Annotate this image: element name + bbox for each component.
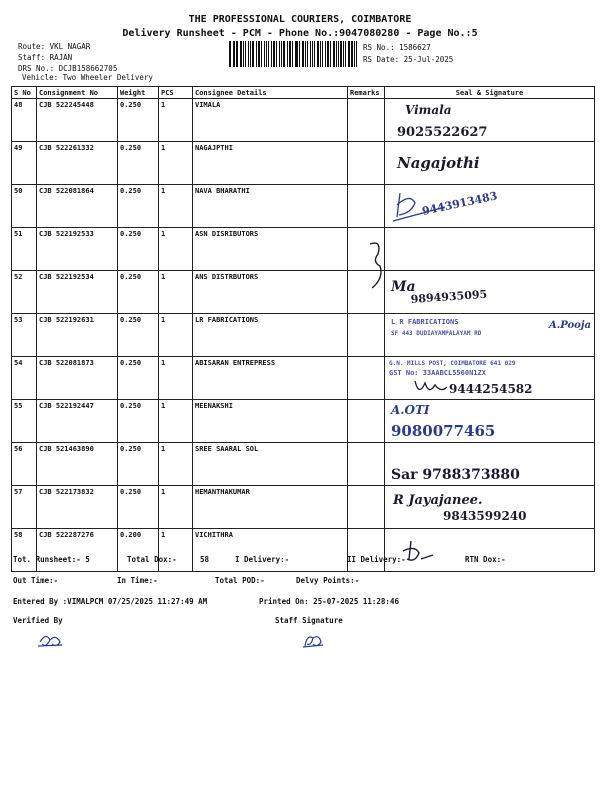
barcode-bar [356, 41, 357, 67]
barcode-bar [314, 41, 315, 67]
cell-consignee: LR FABRICATIONS [193, 314, 348, 357]
barcode-bar [348, 41, 350, 67]
entered-by: Entered By :VIMALPCM 07/25/2025 11:27:49 AM [13, 597, 208, 606]
col-consignment: Consignment No [37, 87, 118, 99]
barcode-bar [327, 41, 329, 67]
barcode-bar [256, 41, 257, 67]
cell-consignee: SREE SAARAL SOL [193, 443, 348, 486]
barcode-bar [252, 41, 254, 67]
stamp-line-1: L R FABRICATIONS [391, 318, 459, 326]
cell-weight: 0.250 [118, 99, 159, 142]
cell-consignment: CJB 522261332 [37, 142, 118, 185]
barcode-bar [351, 41, 353, 67]
col-sno: S No [12, 87, 37, 99]
cell-consignee: ASN DISRIBUTORS [193, 228, 348, 271]
signature-phone: 9894935095 [410, 287, 488, 306]
cell-consignment: CJB 522245448 [37, 99, 118, 142]
cell-signature [385, 357, 595, 400]
barcode-bar [273, 41, 275, 67]
cell-signature [385, 271, 595, 314]
cell-remarks [348, 443, 385, 486]
cell-signature [385, 314, 595, 357]
delvy-points: Delvy Points:- [296, 576, 360, 585]
barcode-bar [302, 41, 304, 67]
cell-pcs: 1 [159, 271, 193, 314]
signature-55 [385, 400, 595, 442]
barcode-bar [240, 41, 242, 67]
barcode-bar [245, 41, 246, 67]
barcode-bar [248, 41, 249, 67]
stamp-line-3: G.N. MILLS POST, COIMBATORE 641 029 [389, 360, 516, 367]
barcode-bar [287, 41, 288, 67]
cell-signature [385, 142, 595, 185]
cell-signature [385, 400, 595, 443]
cell-signature [385, 529, 595, 572]
table-header-row [12, 87, 595, 99]
cell-signature [385, 228, 595, 271]
signature-53 [385, 314, 595, 356]
cell-remarks [348, 99, 385, 142]
rs-date: RS Date: 25-Jul-2025 [363, 55, 454, 64]
barcode-bar [296, 41, 298, 67]
barcode-bar [317, 41, 319, 67]
barcode [229, 41, 358, 67]
signature-phone: 9080077465 [391, 422, 496, 440]
cell-consignment: CJB 522192447 [37, 400, 118, 443]
cell-weight: 0.250 [118, 443, 159, 486]
signature-text: Vimala [405, 103, 452, 117]
cell-remarks [348, 357, 385, 400]
cell-consignee: VICHITHRA [193, 529, 348, 572]
cell-pcs: 1 [159, 486, 193, 529]
signature-50 [385, 185, 595, 227]
signature-57 [385, 486, 595, 528]
cell-remarks [348, 400, 385, 443]
staff: Staff: RAJAN [18, 53, 73, 62]
barcode-bar [250, 41, 252, 67]
rtn-dox: RTN Dox:- [465, 555, 506, 564]
cell-weight: 0.250 [118, 142, 159, 185]
cell-consignment: CJB 522081873 [37, 357, 118, 400]
barcode-bar [266, 41, 268, 67]
cell-pcs: 1 [159, 529, 193, 572]
barcode-bar [234, 41, 235, 67]
table-row [12, 357, 595, 400]
cell-consignee: NAGAJPTHI [193, 142, 348, 185]
cell-sno: 53 [12, 314, 37, 357]
cell-signature [385, 486, 595, 529]
barcode-bar [338, 41, 339, 67]
cell-consignment: CJB 522192534 [37, 271, 118, 314]
col-weight: Weight [118, 87, 159, 99]
tot-runsheet: Tot. Runsheet:- 5 [13, 555, 90, 564]
route: Route: VKL NAGAR [18, 42, 91, 51]
cell-consignment: CJB 522081864 [37, 185, 118, 228]
cell-pcs: 1 [159, 142, 193, 185]
stamp-initial: A.Pooja [549, 320, 591, 331]
table-row [12, 142, 595, 185]
ii-delivery: II Delivery:- [347, 555, 406, 564]
printed-on: Printed On: 25-07-2025 11:28:46 [259, 597, 399, 606]
barcode-bar [320, 41, 322, 67]
col-remarks: Remarks [348, 87, 385, 99]
i-delivery: I Delivery:- [235, 555, 290, 564]
table-row [12, 443, 595, 486]
cell-consignee: ABISARAN ENTREPRESS [193, 357, 348, 400]
signature-phone: 9843599240 [443, 509, 527, 523]
signature-text: Ma [391, 279, 416, 295]
verified-signature [36, 630, 66, 650]
signature-text: R Jayajanee. [393, 493, 483, 508]
signature-phone: 9443913483 [420, 189, 499, 218]
signature-48 [385, 99, 595, 141]
barcode-bar [305, 41, 306, 67]
barcode-bar [229, 41, 231, 67]
barcode-bar [283, 41, 285, 67]
total-dox-count: 58 [200, 555, 210, 564]
table-row [12, 185, 595, 228]
table-row [12, 228, 595, 271]
cell-pcs: 1 [159, 314, 193, 357]
barcode-bar [281, 41, 282, 67]
cell-sno: 51 [12, 228, 37, 271]
barcode-bar [279, 41, 280, 67]
barcode-bar [325, 41, 326, 67]
cell-sno: 52 [12, 271, 37, 314]
cell-pcs: 1 [159, 228, 193, 271]
barcode-bar [271, 41, 272, 67]
signature-scribble [415, 381, 447, 390]
company-title: THE PROFESSIONAL COURIERS, COIMBATORE [188, 14, 412, 25]
barcode-bar [299, 41, 300, 67]
signature-52 [385, 271, 595, 313]
barcode-bar [289, 41, 291, 67]
barcode-bar [258, 41, 260, 67]
table-row [12, 529, 595, 572]
barcode-bar [310, 41, 312, 67]
cell-consignment: CJB 522192631 [37, 314, 118, 357]
table-row [12, 486, 595, 529]
signature-scribble [403, 541, 433, 560]
cell-sno: 50 [12, 185, 37, 228]
col-consignee: Consignee Details [193, 87, 348, 99]
signature-49 [385, 142, 595, 184]
col-signature: Seal & Signature [385, 87, 595, 99]
stamp-line-2: SF 443 DUDIAYAMPALAYAM RD [391, 330, 482, 337]
barcode-bar [340, 41, 342, 67]
barcode-bar [312, 41, 313, 67]
signature-phone: 9444254582 [449, 382, 533, 396]
signature-56 [385, 443, 595, 485]
bracket-scribble [360, 238, 390, 298]
cell-weight: 0.250 [118, 400, 159, 443]
col-pcs: PCS [159, 87, 193, 99]
cell-weight: 0.250 [118, 357, 159, 400]
cell-consignee: MEENAKSHI [193, 400, 348, 443]
cell-weight: 0.250 [118, 486, 159, 529]
table-row [12, 314, 595, 357]
in-time: In Time:- [117, 576, 158, 585]
barcode-bar [330, 41, 331, 67]
barcode-bar [268, 41, 269, 67]
out-time: Out Time:- [13, 576, 59, 585]
barcode-bar [322, 41, 323, 67]
cell-consignment: CJB 522173832 [37, 486, 118, 529]
signature-text: A.OTI [391, 403, 430, 417]
cell-weight: 0.250 [118, 185, 159, 228]
cell-weight: 0.200 [118, 529, 159, 572]
cell-remarks [348, 486, 385, 529]
rs-number: RS No.: 1586627 [363, 43, 431, 52]
cell-sno: 58 [12, 529, 37, 572]
cell-sno: 48 [12, 99, 37, 142]
runsheet-table [11, 86, 595, 572]
barcode-bar [354, 41, 355, 67]
barcode-bar [233, 41, 234, 67]
barcode-bar [336, 41, 337, 67]
cell-pcs: 1 [159, 400, 193, 443]
total-pod: Total POD:- [215, 576, 265, 585]
rs-info [363, 42, 453, 66]
barcode-bar [295, 41, 296, 67]
cell-signature [385, 443, 595, 486]
staff-signature-label: Staff Signature [275, 616, 343, 625]
route-info [18, 41, 117, 74]
vehicle: Vehicle: Two Wheeler Delivery [22, 73, 153, 82]
total-dox: Total Dox:- [127, 555, 177, 564]
cell-pcs: 1 [159, 443, 193, 486]
cell-remarks [348, 314, 385, 357]
signature-58 [385, 529, 595, 571]
cell-remarks [348, 185, 385, 228]
signature-text: Sar 9788373880 [391, 467, 520, 483]
cell-sno: 56 [12, 443, 37, 486]
cell-consignee: NAVA BHARATHI [193, 185, 348, 228]
staff-signature [299, 630, 329, 650]
cell-consignee: HEMANTHAKUMAR [193, 486, 348, 529]
drs-number: DRS No.: DCJB158662705 [18, 64, 118, 73]
cell-consignment: CJB 522287276 [37, 529, 118, 572]
barcode-bar [261, 41, 262, 67]
cell-sno: 57 [12, 486, 37, 529]
cell-remarks [348, 529, 385, 572]
cell-signature [385, 99, 595, 142]
verified-by-label: Verified By [13, 616, 63, 625]
cell-remarks [348, 142, 385, 185]
cell-pcs: 1 [159, 185, 193, 228]
barcode-bar [333, 41, 335, 67]
table-row [12, 271, 595, 314]
cell-sno: 49 [12, 142, 37, 185]
cell-consignee: VIMALA [193, 99, 348, 142]
stamp-gst: GST No: 33AABCL5560N1ZX [389, 369, 486, 377]
cell-pcs: 1 [159, 99, 193, 142]
runsheet-subtitle: Delivery Runsheet - PCM - Phone No.:9047080280 - Page No.:5 [122, 28, 478, 39]
barcode-bar [307, 41, 308, 67]
cell-weight: 0.250 [118, 271, 159, 314]
barcode-bar [243, 41, 244, 67]
signature-text: Nagajothi [397, 154, 480, 172]
cell-weight: 0.250 [118, 314, 159, 357]
barcode-bar [292, 41, 293, 67]
cell-sno: 54 [12, 357, 37, 400]
table-row [12, 99, 595, 142]
cell-consignment: CJB 521463890 [37, 443, 118, 486]
cell-weight: 0.250 [118, 228, 159, 271]
table-row [12, 400, 595, 443]
signature-phone: 9025522627 [397, 125, 488, 140]
signature-54 [385, 357, 595, 399]
cell-consignee: ANS DISTRBUTORS [193, 271, 348, 314]
barcode-bar [264, 41, 265, 67]
barcode-bar [276, 41, 278, 67]
cell-signature [385, 185, 595, 228]
barcode-bar [345, 41, 346, 67]
cell-sno: 55 [12, 400, 37, 443]
cell-pcs: 1 [159, 357, 193, 400]
barcode-bar [343, 41, 344, 67]
cell-consignment: CJB 522192533 [37, 228, 118, 271]
barcode-bar [236, 41, 238, 67]
